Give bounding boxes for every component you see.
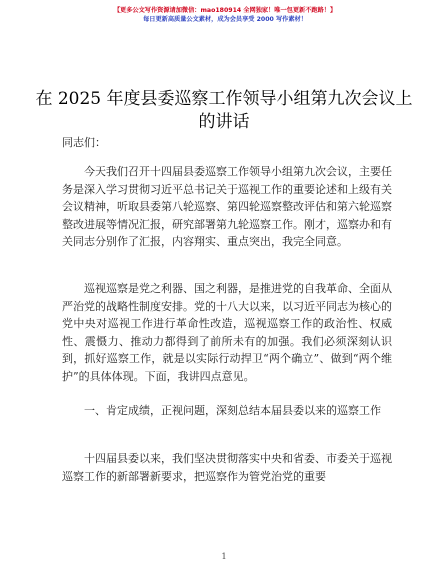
page-number: 1	[221, 552, 227, 561]
promo-banner-line2: 每日更新高质量公文素材，成为会员享受 2000 写作素材！	[143, 16, 307, 23]
paragraph-section-1: 十四届县委以来，我们坚决贯彻落实中央和省委、市委关于巡视巡察工作的新部署新要求，把巡察作为管党治党的重要	[62, 452, 392, 483]
section-heading-1: 一、肯定成绩，正视问题，深刻总结本届县委以来的巡察工作	[84, 404, 381, 417]
paragraph-intro: 今天我们召开十四届县委巡察工作领导小组第九次会议，主要任务是深入学习贯彻习近平总书记关于巡视工作的重要论述和上级有关会议精神，听取县委第八轮巡察、第四轮巡察整改评估和第六轮巡察整改进展等情况汇报，研究部署第九轮巡察工作。刚才，巡察办和有关同志分别作了汇报，内容翔实、重点突出，我完全同意。	[62, 165, 392, 248]
promo-banner-line1: 【更多公文写作资源请加微信：mao180914 全网独家！唯一包更新不跑路！】	[113, 7, 337, 14]
document-title: 在 2025 年度县委巡察工作领导小组第九次会议上的讲话	[35, 89, 413, 132]
greeting: 同志们：	[62, 136, 106, 149]
promo-banner	[70, 4, 380, 44]
paragraph-significance: 巡视巡察是党之利器、国之利器，是推进党的自我革命、全面从严治党的战略性制度安排。党的十八大以来，以习近平同志为核心的党中央对巡视工作进行革命性改造，巡视巡察工作的政治性、权威性、震慑力、推动力都得到了前所未有的加强。我们必须深刻认识到，抓好巡察工作，就是以实际行动捍卫“两个确立”、做到“两个维护”的具体体现。下面，我讲四点意见。	[62, 282, 392, 383]
